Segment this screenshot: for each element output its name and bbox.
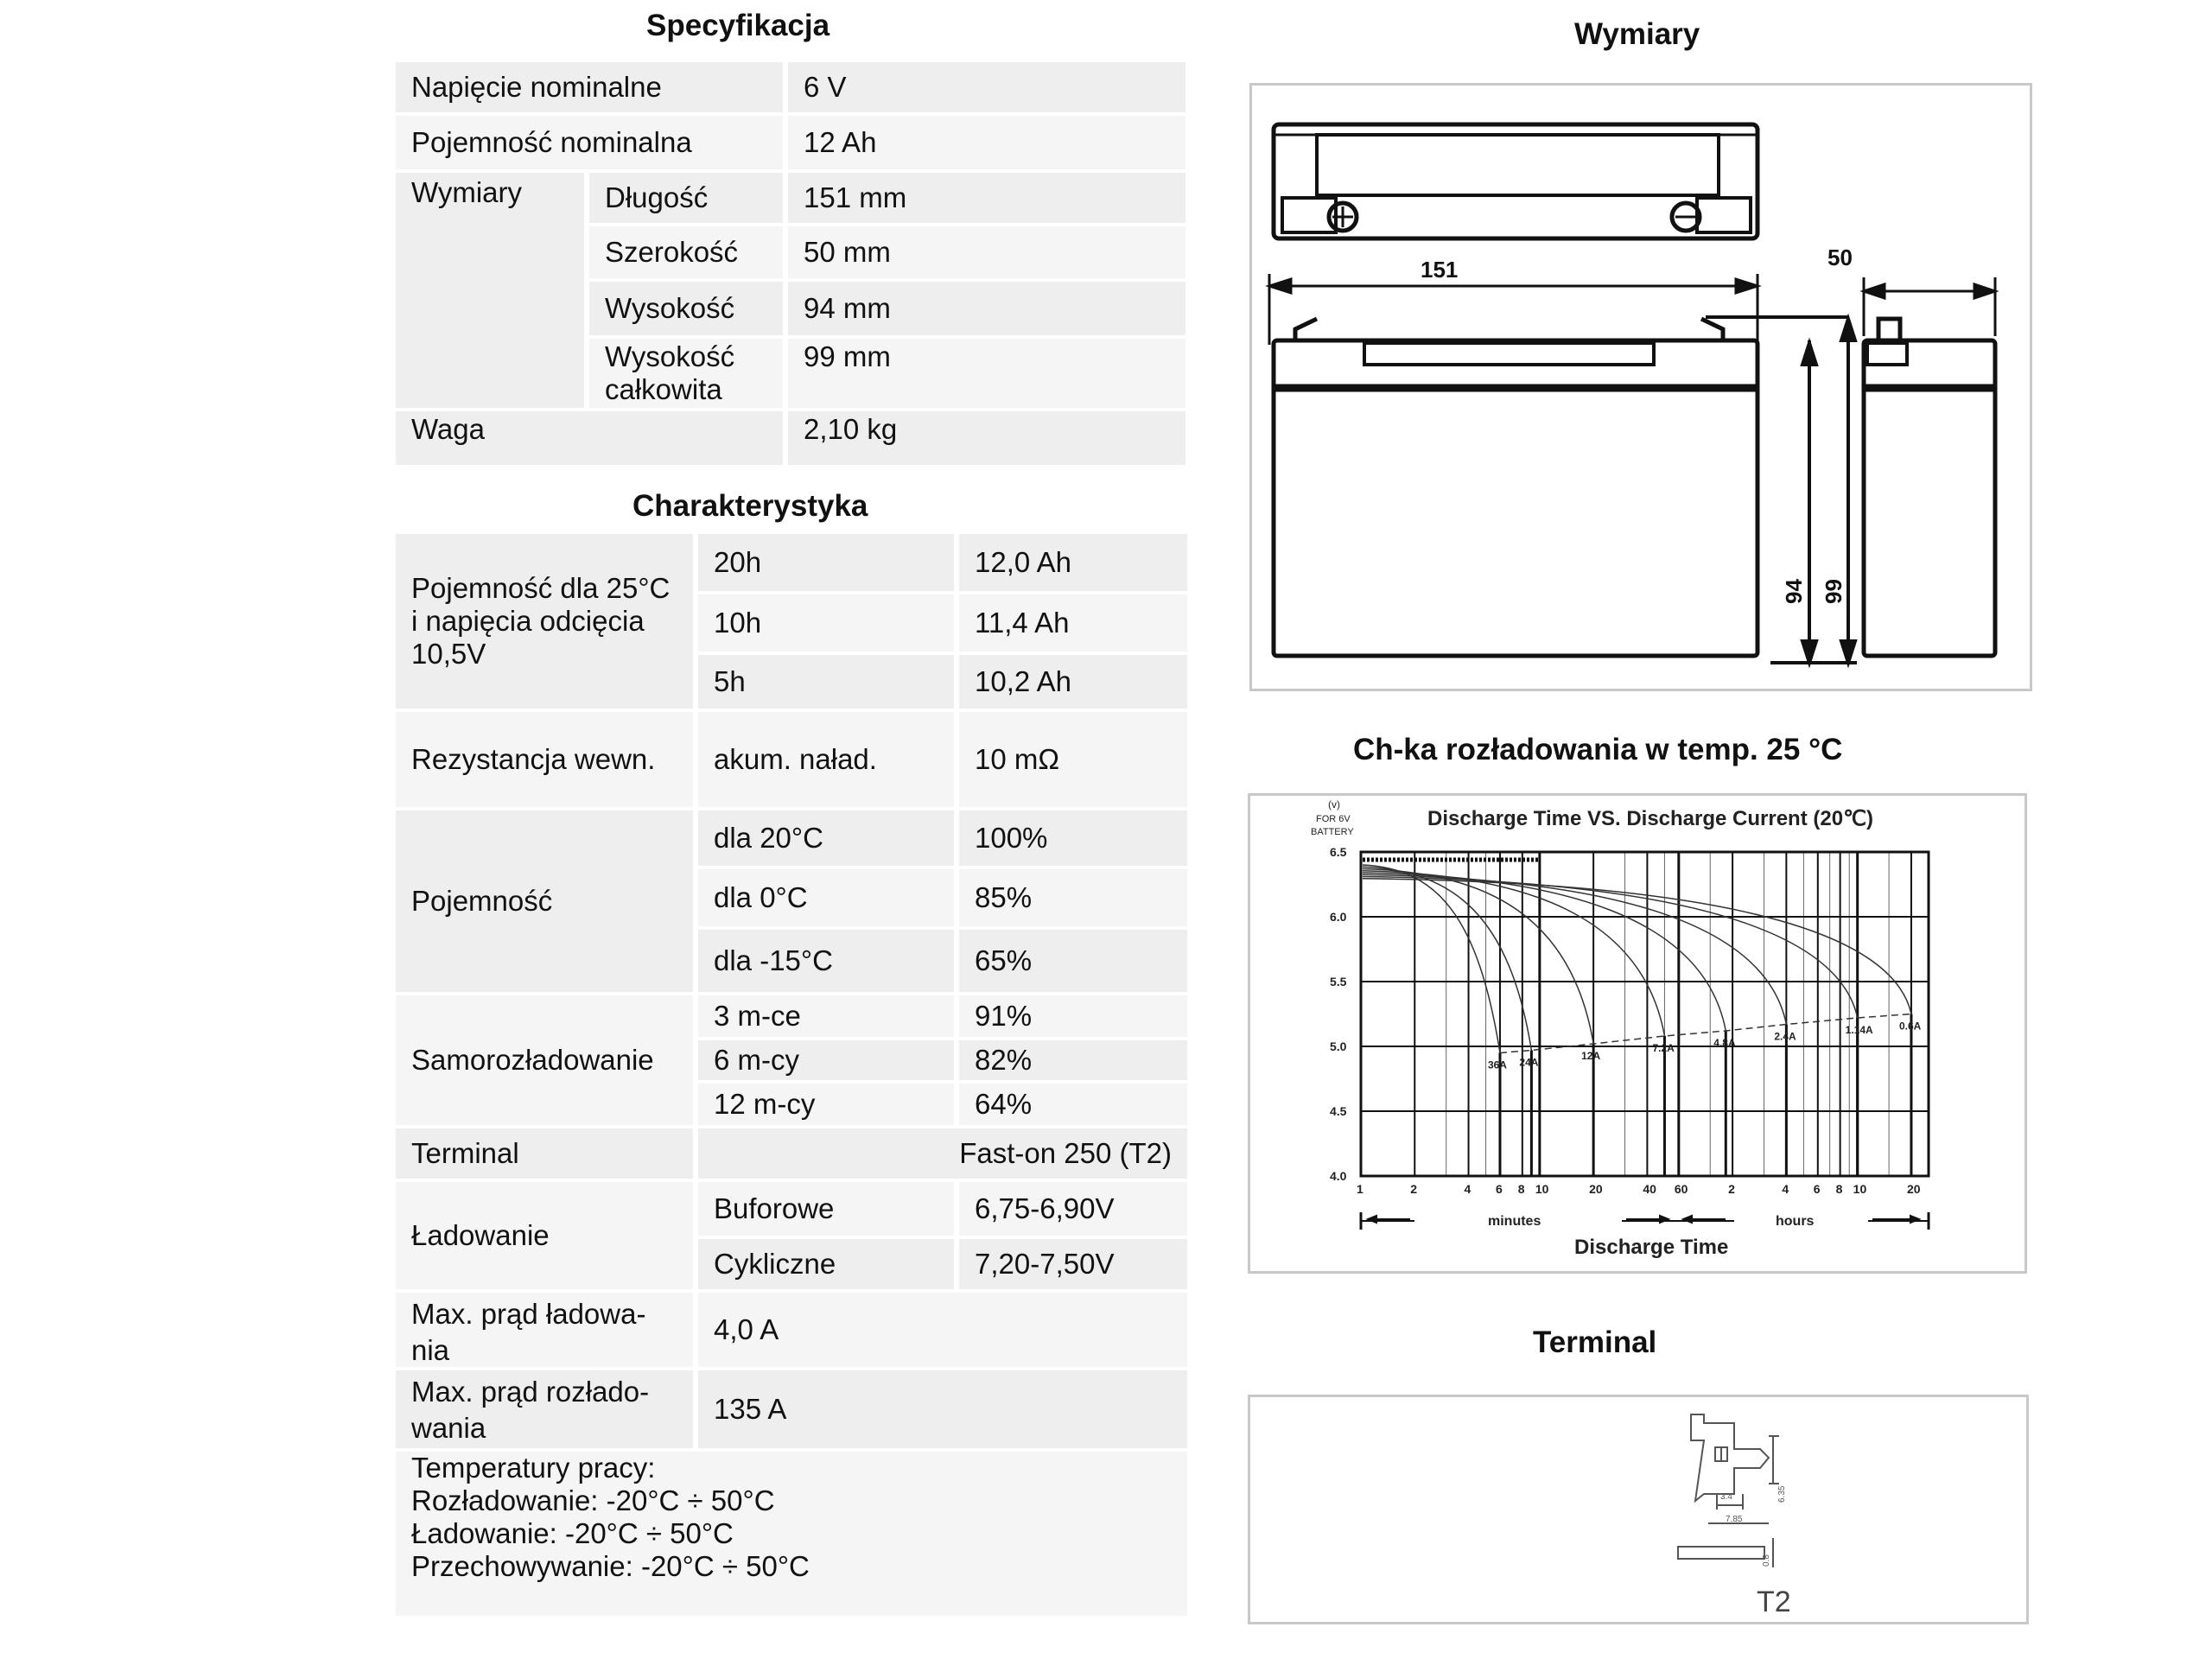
terminal-dim-d: 0.8 (1762, 1554, 1771, 1567)
battery-top-view (1274, 124, 1758, 238)
x-tick-label: 6 (1813, 1182, 1821, 1196)
total-height-label-line1: Wysokość (605, 340, 735, 372)
terminal-type-label: T2 (1757, 1586, 1791, 1618)
maxcharge-label (396, 1293, 693, 1367)
battery-dimensions-drawing (1252, 86, 2030, 689)
terminal-tab-icon (1691, 1414, 1769, 1501)
maxdis-value: 135 A (698, 1370, 1187, 1448)
minutes-label: minutes (1488, 1214, 1541, 1229)
terminal-dim-b: 7.85 (1726, 1515, 1743, 1524)
y-note-line1: FOR 6V (1316, 814, 1351, 824)
width-label: Szerokość (589, 226, 783, 278)
maxdis-label-line2: wania (411, 1412, 486, 1444)
current-label: 0.6A (1898, 1020, 1922, 1033)
capacity-label: Pojemność nominalna (396, 116, 783, 169)
x-tick-label: 2 (1410, 1182, 1418, 1196)
dims-drawing-box (1249, 83, 2032, 691)
temperatures-heading: Temperatury pracy: (411, 1452, 656, 1484)
charging-mode-float: Buforowe (698, 1182, 954, 1236)
x-tick-label: 8 (1835, 1182, 1843, 1196)
dims-label: Wymiary (396, 173, 584, 408)
weight-value: 2,10 kg (788, 411, 1185, 465)
x-tick-label: 20 (1906, 1182, 1921, 1196)
x-tick-label: 20 (1589, 1182, 1603, 1196)
maxcharge-label-line1: Max. prąd ładowa- (411, 1298, 646, 1330)
dim-height-label: 94 (1781, 579, 1807, 604)
discharge-curve-0-6A (1363, 879, 1911, 1014)
selfdis-label: Samorozładowanie (396, 995, 693, 1125)
capacity-value-0: 85% (959, 869, 1187, 926)
x-tick-label: 8 (1517, 1182, 1525, 1196)
selfdis-value-6: 82% (959, 1040, 1187, 1080)
selfdis-value-3: 91% (959, 995, 1187, 1037)
maxcharge-value: 4,0 A (698, 1293, 1187, 1367)
cap25-label-line1: Pojemność dla 25°C (411, 572, 671, 604)
capacity-value: 12 Ah (788, 116, 1185, 169)
cap25-value-10h: 11,4 Ah (959, 594, 1187, 652)
discharge-title: Ch-ka rozładowania w temp. 25 °C (1353, 733, 1843, 766)
spec-title: Specyfikacja (646, 9, 830, 42)
current-label: 7.2A (1652, 1042, 1675, 1054)
length-label: Długość (589, 173, 783, 223)
height-label: Wysokość (589, 282, 783, 335)
x-tick-label: 40 (1643, 1182, 1656, 1196)
terminal-profile-icon (1678, 1547, 1764, 1559)
selfdis-period-12: 12 m-cy (698, 1084, 954, 1125)
temperature-charge: Ładowanie: -20°C ÷ 50°C (411, 1517, 734, 1549)
capacity-value-15: 65% (959, 930, 1187, 992)
current-label: 4.8A (1713, 1037, 1736, 1049)
voltage-value: 6 V (788, 62, 1185, 112)
current-label: 1.14A (1845, 1024, 1873, 1036)
total-height-label (589, 339, 783, 408)
selfdis-period-3: 3 m-ce (698, 995, 954, 1037)
maxcharge-label-line2: nia (411, 1334, 450, 1366)
y-unit-label: (v) (1328, 798, 1340, 810)
weight-label: Waga (396, 411, 783, 465)
x-tick-label: 6 (1495, 1182, 1503, 1196)
current-label: 36A (1487, 1058, 1507, 1071)
resistance-cond: akum. naład. (698, 712, 954, 807)
y-tick-label: 5.5 (1330, 975, 1347, 988)
total-height-value: 99 mm (788, 339, 1185, 408)
selfdis-period-6: 6 m-cy (698, 1040, 954, 1080)
terminal-drawing (1250, 1397, 2026, 1622)
terminal-value: Fast-on 250 (T2) (698, 1128, 1187, 1179)
terminal-label: Terminal (396, 1128, 693, 1179)
x-tick-label: 4 (1782, 1182, 1789, 1196)
capacity-cond-20: dla 20°C (698, 810, 954, 866)
maxdis-label-line1: Max. prąd rozłado- (411, 1376, 650, 1408)
current-label: 12A (1581, 1050, 1601, 1062)
discharge-curve-12A (1363, 869, 1593, 1045)
current-label: 2.4A (1774, 1030, 1796, 1043)
charging-mode-cyclic: Cykliczne (698, 1239, 954, 1289)
total-height-label-line2: całkowita (605, 373, 722, 405)
discharge-curve-7-2A (1363, 871, 1664, 1036)
discharge-chart-box (1248, 793, 2027, 1274)
discharge-curve-2-4A (1363, 874, 1786, 1024)
cap25-label-line3: 10,5V (411, 638, 486, 670)
voltage-label: Napięcie nominalne (396, 62, 783, 112)
cap25-rate-10h: 10h (698, 594, 954, 652)
y-tick-label: 4.0 (1330, 1169, 1347, 1183)
x-tick-label: 10 (1535, 1182, 1549, 1196)
maxdis-label (396, 1370, 693, 1448)
dim-length-label: 151 (1421, 257, 1459, 283)
y-tick-label: 4.5 (1330, 1104, 1347, 1118)
x-tick-label: 60 (1674, 1182, 1688, 1196)
capacity-value-20: 100% (959, 810, 1187, 866)
charging-value-float: 6,75-6,90V (959, 1182, 1187, 1236)
temperature-discharge: Rozładowanie: -20°C ÷ 50°C (411, 1484, 775, 1516)
temperatures-block (396, 1452, 1187, 1616)
charging-label: Ładowanie (396, 1182, 693, 1289)
y-tick-label: 6.0 (1330, 910, 1347, 924)
char-title: Charakterystyka (632, 489, 868, 523)
cap25-label (396, 534, 693, 709)
x-tick-label: 4 (1464, 1182, 1471, 1196)
discharge-curve-36A (1363, 865, 1500, 1053)
x-tick-label: 10 (1853, 1182, 1867, 1196)
current-label: 24A (1519, 1056, 1539, 1069)
discharge-curve-24A (1363, 867, 1531, 1050)
dims-title: Wymiary (1574, 17, 1700, 51)
terminal-dim-a: 3.4 (1720, 1492, 1732, 1502)
discharge-curve-4-8A (1363, 873, 1726, 1031)
dim-width-label: 50 (1827, 245, 1853, 270)
temperature-storage: Przechowywanie: -20°C ÷ 50°C (411, 1550, 810, 1582)
cap25-value-5h: 10,2 Ah (959, 655, 1187, 709)
terminal-drawing-box (1248, 1395, 2029, 1624)
selfdis-value-12: 64% (959, 1084, 1187, 1125)
capacity-temp-label: Pojemność (396, 810, 693, 992)
capacity-cond-15: dla -15°C (698, 930, 954, 992)
resistance-label: Rezystancja wewn. (396, 712, 693, 807)
height-value: 94 mm (788, 282, 1185, 335)
y-tick-label: 5.0 (1330, 1039, 1347, 1053)
y-note-line2: BATTERY (1311, 827, 1354, 837)
cap25-rate-5h: 5h (698, 655, 954, 709)
cap25-value-20h: 12,0 Ah (959, 534, 1187, 591)
terminal-title: Terminal (1533, 1325, 1657, 1359)
terminal-dim-c: 6.35 (1777, 1485, 1787, 1503)
capacity-cond-0: dla 0°C (698, 869, 954, 926)
cap25-rate-20h: 20h (698, 534, 954, 591)
dim-total-height-label: 99 (1821, 579, 1847, 604)
charging-value-cyclic: 7,20-7,50V (959, 1239, 1187, 1289)
x-tick-label: 2 (1728, 1182, 1735, 1196)
x-axis-label: Discharge Time (1574, 1236, 1729, 1259)
cap25-label-line2: i napięcia odcięcia (411, 605, 645, 637)
y-tick-label: 6.5 (1330, 845, 1347, 859)
x-tick-label: 1 (1357, 1182, 1363, 1196)
length-value: 151 mm (788, 173, 1185, 223)
width-value: 50 mm (788, 226, 1185, 278)
resistance-value: 10 mΩ (959, 712, 1187, 807)
hours-label: hours (1776, 1214, 1815, 1229)
discharge-curve-1-14A (1363, 877, 1858, 1019)
chart-title: Discharge Time VS. Discharge Current (20℃) (1427, 807, 1874, 830)
discharge-chart (1250, 796, 2024, 1271)
